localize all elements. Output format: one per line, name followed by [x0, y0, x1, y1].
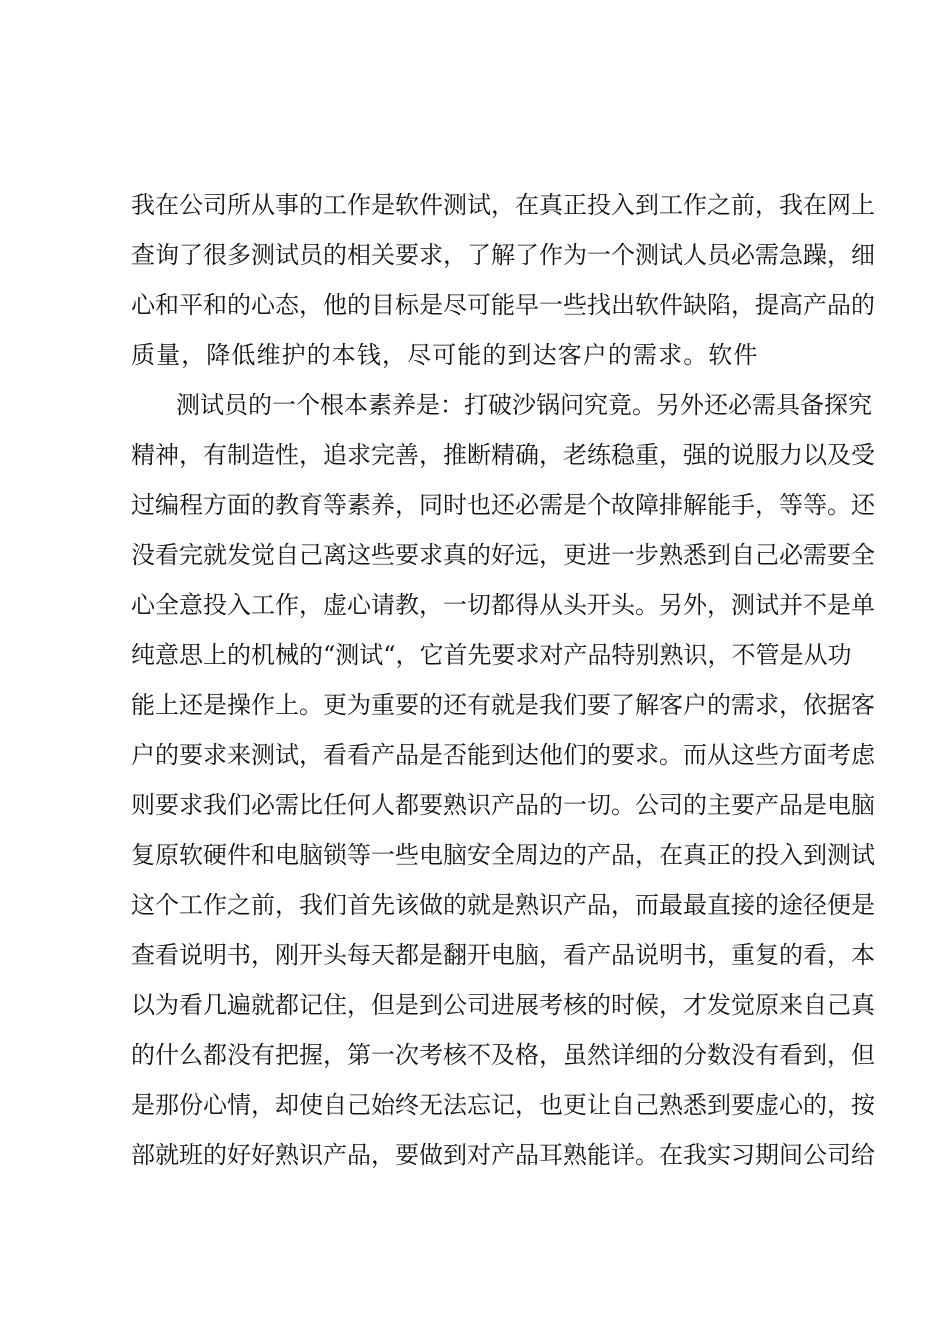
paragraph-2-line-6: 纯意思上的机械的“测试“，它首先要求对产品特别熟识，不管是从功 [131, 641, 852, 669]
paragraph-1-line-2: 查询了很多测试员的相关要求，了解了作为一个测试人员必需急躁，细 [131, 241, 875, 269]
paragraph-2-line-14: 的什么都没有把握，第一次考核不及格，虽然详细的分数没有看到，但 [131, 1041, 875, 1069]
paragraph-2-line-13: 以为看几遍就都记住，但是到公司进展考核的时候，才发觉原来自己真 [131, 991, 875, 1019]
paragraph-2-line-9: 则要求我们必需比任何人都要熟识产品的一切。公司的主要产品是电脑 [131, 791, 875, 819]
paragraph-2-line-11: 这个工作之前，我们首先该做的就是熟识产品，而最最直接的途径便是 [131, 891, 875, 919]
paragraph-1-line-1: 我在公司所从事的工作是软件测试，在真正投入到工作之前，我在网上 [131, 191, 875, 219]
paragraph-1-line-4: 质量，降低维护的本钱，尽可能的到达客户的需求。软件 [131, 341, 759, 369]
paragraph-1-line-3: 心和平和的心态，他的目标是尽可能早一些找出软件缺陷，提高产品的 [131, 291, 875, 319]
paragraph-2-line-7: 能上还是操作上。更为重要的还有就是我们要了解客户的需求，依据客 [131, 691, 875, 719]
paragraph-2-line-12: 查看说明书，刚开头每天都是翻开电脑，看产品说明书，重复的看，本 [131, 941, 875, 969]
paragraph-2-line-1: 测试员的一个根本素养是：打破沙锅问究竟。另外还必需具备探究 [176, 391, 872, 419]
paragraph-2-line-4: 没看完就发觉自己离这些要求真的好远，更进一步熟悉到自己必需要全 [131, 541, 875, 569]
paragraph-2-line-5: 心全意投入工作，虚心请教，一切都得从头开头。另外，测试并不是单 [131, 591, 875, 619]
paragraph-2-line-10: 复原软硬件和电脑锁等一些电脑安全周边的产品，在真正的投入到测试 [131, 841, 875, 869]
paragraph-2-line-15: 是那份心情，却使自己始终无法忘记，也更让自己熟悉到要虚心的，按 [131, 1091, 875, 1119]
paragraph-2-line-16: 部就班的好好熟识产品，要做到对产品耳熟能详。在我实习期间公司给 [131, 1141, 875, 1169]
paragraph-2-line-8: 户的要求来测试，看看产品是否能到达他们的要求。而从这些方面考虑 [131, 741, 875, 769]
paragraph-2-line-2: 精神，有制造性，追求完善，推断精确，老练稳重，强的说服力以及受 [131, 441, 875, 469]
paragraph-2-line-3: 过编程方面的教育等素养，同时也还必需是个故障排解能手，等等。还 [131, 491, 875, 519]
